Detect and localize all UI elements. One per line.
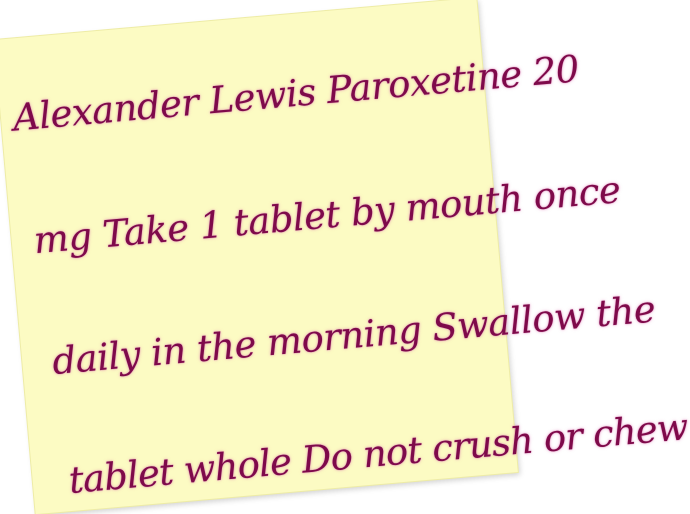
note-line-4: tablet whole Do not crush or chew xyxy=(66,405,690,503)
note-line-2: mg Take 1 tablet by mouth once xyxy=(31,168,622,263)
note-line-1: Alexander Lewis Paroxetine 20 xyxy=(11,47,581,140)
note-line-3: daily in the morning Swallow the xyxy=(50,287,657,384)
